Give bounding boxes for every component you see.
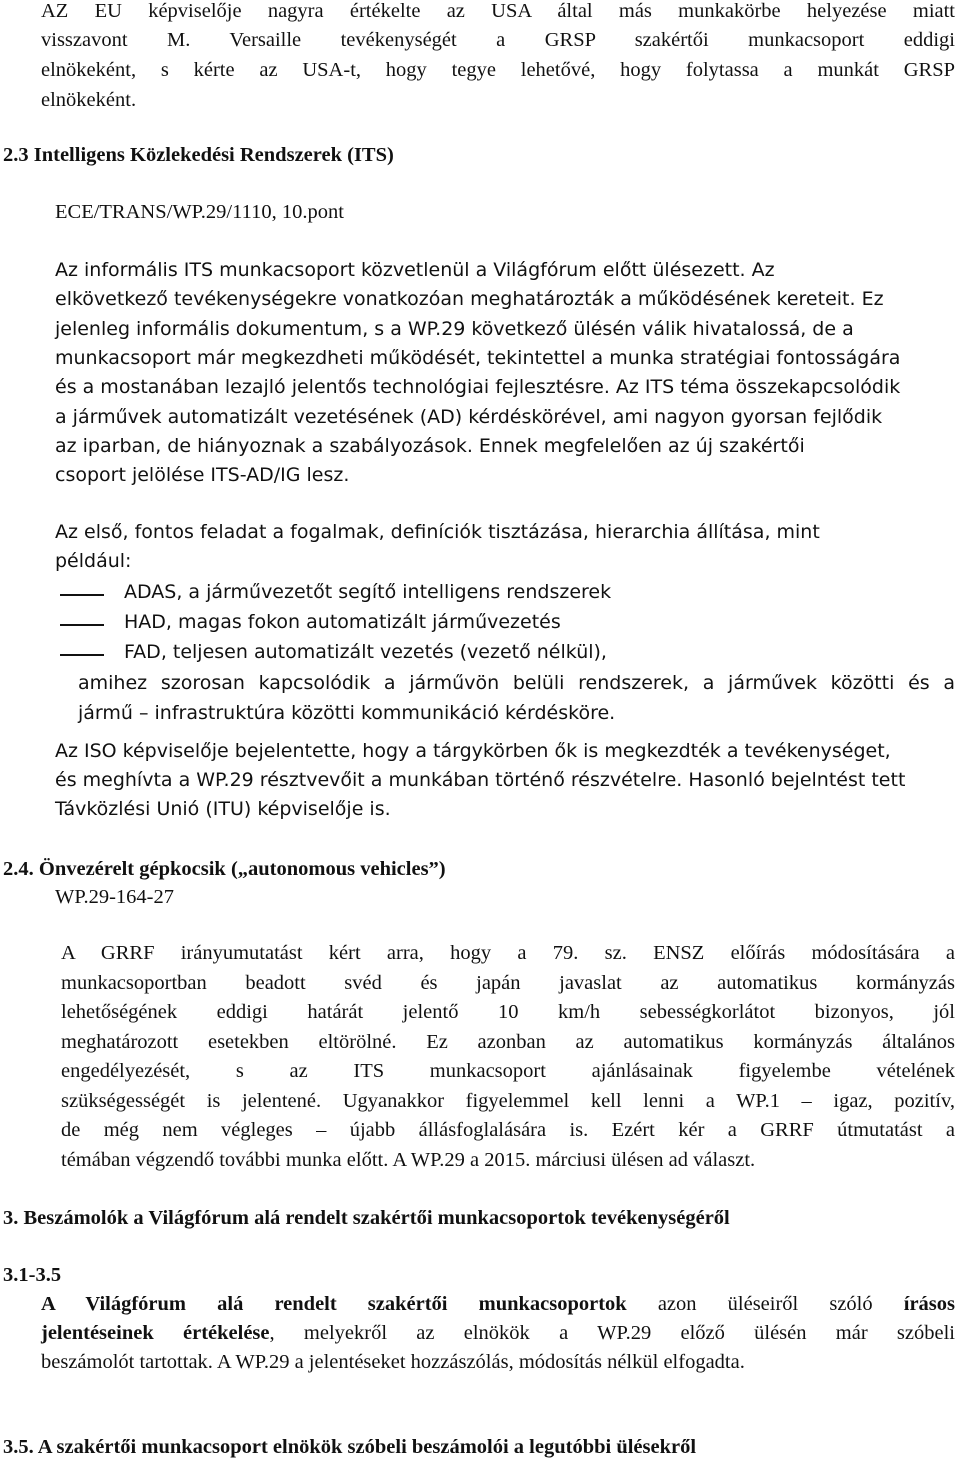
section-2-3-heading: 2.3 Intelligens Közlekedési Rendszerek (ITS) xyxy=(3,144,394,166)
section-3-heading: 3. Beszámolók a Világfórum alá rendelt szakértői munkacsoportok tevékenységéről xyxy=(3,1207,730,1229)
av-para-line-2: munkacsoportban beadott svéd és japán javaslat az automatikus kormányzás xyxy=(61,972,955,994)
section-2-4-heading: 2.4. Önvezérelt gépkocsik („autonomous vehicles”) xyxy=(3,858,446,880)
av-para-line-3: lehetőségének eddigi határát jelentő 10 km/h sebességkorlátot bizonyos, jól xyxy=(61,1001,955,1023)
list-dash-icon xyxy=(60,594,104,596)
its-para1-line-3: jelenleg informális dokumentum, s a WP.29 következő ülésén válik hivatalossá, de a xyxy=(55,318,854,340)
section-2-4-reference: WP.29-164-27 xyxy=(55,886,175,908)
av-para-line-4: meghatározott esetekben eltörölné. Ez azonban az automatikus kormányzás általános xyxy=(61,1031,955,1053)
report-para-line-3: beszámolót tartottak. A WP.29 a jelentéseket hozzászólás, módosítás nélkül elfogadta. xyxy=(41,1351,745,1373)
list-dash-icon xyxy=(60,624,104,626)
its-para1-line-6: a járművek automatizált vezetésének (AD) kérdéskörével, ami nagyon gyorsan fejlődik xyxy=(55,406,883,428)
its-para2-line-1: Az első, fontos feladat a fogalmak, definíciók tisztázása, hierarchia állítása, mint xyxy=(55,521,820,543)
its-para2-tail-line-2: jármű – infrastruktúra közötti kommunikáció kérdésköre. xyxy=(78,702,616,724)
intro-line-2: visszavont M. Versaille tevékenységét a GRSP szakértői munkacsoport eddigi xyxy=(41,29,955,51)
its-para2-tail-line-1: amihez szorosan kapcsolódik a járművön belüli rendszerek, a járművek közötti és a xyxy=(78,672,955,694)
its-para1-line-2: elkövetkező tevékenységekre vonatkozóan meghatározták a működésének kereteit. Ez xyxy=(55,288,884,310)
report-bold-1: A Világfórum alá rendelt szakértői munkacsoportok xyxy=(41,1293,627,1315)
report-bold-2: írásos xyxy=(903,1293,955,1315)
list-dash-icon xyxy=(60,654,104,656)
its-para3-line-2: és meghívta a WP.29 résztvevőit a munkában történő részvételre. Hasonló bejelntést tett xyxy=(55,769,906,791)
av-para-line-5: engedélyezését, s az ITS munkacsoport ajánlásainak figyelembe vételének xyxy=(61,1060,955,1082)
av-para-line-1: A GRRF irányumutatást kért arra, hogy a 79. sz. ENSZ előírás módosítására a xyxy=(61,942,955,964)
list-item-fad: FAD, teljesen automatizált vezetés (vezető nélkül), xyxy=(124,641,607,663)
intro-line-4: elnökeként. xyxy=(41,89,137,111)
av-para-line-7: de még nem végleges – újabb állásfoglalására is. Ezért kér a GRRF útmutatást a xyxy=(61,1119,955,1141)
its-para1-line-4: munkacsoport már megkezdheti működését, tekintettel a munka stratégiai fontosságára xyxy=(55,347,901,369)
av-para-line-8: témában végzendő további munka előtt. A WP.29 a 2015. márciusi ülésen ad választ. xyxy=(61,1149,756,1171)
report-para-line-2 xyxy=(41,1323,955,1344)
section-3-1-heading: 3.1-3.5 xyxy=(3,1264,62,1286)
av-para-line-6: szükségességét is jelentené. Ugyanakkor figyelemmel kell lenni a WP.1 – igaz, pozitív, xyxy=(61,1090,955,1112)
report-para-line-1 xyxy=(41,1294,955,1315)
its-para1-line-7: az iparban, de hiányoznak a szabályozások. Ennek megfelelően az új szakértői xyxy=(55,435,805,457)
report-bold-3: jelentéseinek értékelése xyxy=(41,1322,270,1344)
list-item-adas: ADAS, a járművezetőt segítő intelligens rendszerek xyxy=(124,581,612,603)
report-text-1: azon üléseiről szóló xyxy=(626,1293,904,1315)
intro-line-1: AZ EU képviselője nagyra értékelte az USA által más munkakörbe helyezése miatt xyxy=(41,0,955,22)
its-para2-line-2: például: xyxy=(55,550,132,572)
section-3-5-heading: 3.5. A szakértői munkacsoport elnökök szóbeli beszámolói a legutóbbi ülésekről xyxy=(3,1436,697,1458)
report-text-2: , melyekről az elnökök a WP.29 előző ülésén már szóbeli xyxy=(269,1322,956,1344)
list-item-had: HAD, magas fokon automatizált járművezetés xyxy=(124,611,561,633)
section-2-3-reference: ECE/TRANS/WP.29/1110, 10.pont xyxy=(55,201,344,223)
its-para1-line-8: csoport jelölése ITS-AD/IG lesz. xyxy=(55,464,350,486)
its-para1-line-1: Az informális ITS munkacsoport közvetlenül a Világfórum előtt ülésezett. Az xyxy=(55,259,775,281)
its-para3-line-3: Távközlési Unió (ITU) képviselője is. xyxy=(55,798,391,820)
intro-line-3: elnökeként, s kérte az USA-t, hogy tegye lehetővé, hogy folytassa a munkát GRSP xyxy=(41,59,955,81)
its-para1-line-5: és a mostanában lezajló jelentős technológiai fejlesztésre. Az ITS téma összekapcsolódik xyxy=(55,376,901,398)
its-para3-line-1: Az ISO képviselője bejelentette, hogy a tárgykörben ők is megkezdték a tevékenységet, xyxy=(55,740,891,762)
